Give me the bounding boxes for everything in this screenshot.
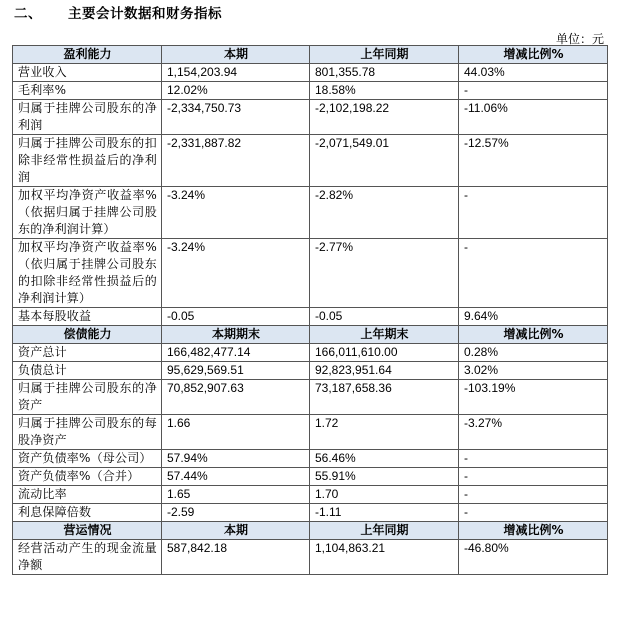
table-row bbox=[13, 468, 608, 486]
change-percent: - bbox=[459, 187, 608, 239]
current-value: 587,842.18 bbox=[162, 540, 310, 575]
change-percent: -12.57% bbox=[459, 135, 608, 187]
row-label: 流动比率 bbox=[13, 486, 162, 504]
prior-value: 73,187,658.36 bbox=[310, 380, 459, 415]
current-value: 166,482,477.14 bbox=[162, 344, 310, 362]
header-current: 本期期末 bbox=[162, 326, 310, 344]
table-row bbox=[13, 362, 608, 380]
table-row bbox=[13, 540, 608, 575]
change-percent: 9.64% bbox=[459, 308, 608, 326]
table-row bbox=[13, 135, 608, 187]
prior-value: -0.05 bbox=[310, 308, 459, 326]
change-percent: 3.02% bbox=[459, 362, 608, 380]
row-label: 资产负债率%（合并） bbox=[13, 468, 162, 486]
prior-value: 1,104,863.21 bbox=[310, 540, 459, 575]
section-header-row bbox=[13, 326, 608, 344]
table-row bbox=[13, 415, 608, 450]
row-label: 利息保障倍数 bbox=[13, 504, 162, 522]
row-label: 负债总计 bbox=[13, 362, 162, 380]
prior-value: -2.77% bbox=[310, 239, 459, 308]
header-prior: 上年同期 bbox=[310, 522, 459, 540]
row-label: 基本每股收益 bbox=[13, 308, 162, 326]
section-header-label: 盈利能力 bbox=[13, 46, 162, 64]
header-current: 本期 bbox=[162, 46, 310, 64]
section-header-row bbox=[13, 46, 608, 64]
prior-value: 166,011,610.00 bbox=[310, 344, 459, 362]
prior-value: 56.46% bbox=[310, 450, 459, 468]
row-label: 归属于挂牌公司股东的每股净资产 bbox=[13, 415, 162, 450]
section-number: 二、 bbox=[14, 6, 42, 22]
row-label: 资产负债率%（母公司） bbox=[13, 450, 162, 468]
prior-value: -2,102,198.22 bbox=[310, 100, 459, 135]
row-label: 加权平均净资产收益率%（依归属于挂牌公司股东的扣除非经常性损益后的净利润计算） bbox=[13, 239, 162, 308]
table-row bbox=[13, 82, 608, 100]
change-percent: - bbox=[459, 450, 608, 468]
change-percent: 44.03% bbox=[459, 64, 608, 82]
change-percent: -3.27% bbox=[459, 415, 608, 450]
section-header-label: 营运情况 bbox=[13, 522, 162, 540]
current-value: 70,852,907.63 bbox=[162, 380, 310, 415]
change-percent: 0.28% bbox=[459, 344, 608, 362]
table-row bbox=[13, 239, 608, 308]
current-value: -3.24% bbox=[162, 187, 310, 239]
row-label: 营业收入 bbox=[13, 64, 162, 82]
change-percent: - bbox=[459, 468, 608, 486]
prior-value: -2,071,549.01 bbox=[310, 135, 459, 187]
table-row bbox=[13, 308, 608, 326]
prior-value: 55.91% bbox=[310, 468, 459, 486]
change-percent: - bbox=[459, 82, 608, 100]
current-value: 1.66 bbox=[162, 415, 310, 450]
row-label: 归属于挂牌公司股东的扣除非经常性损益后的净利润 bbox=[13, 135, 162, 187]
change-percent: - bbox=[459, 504, 608, 522]
table-row bbox=[13, 504, 608, 522]
current-value: 95,629,569.51 bbox=[162, 362, 310, 380]
section-heading bbox=[14, 2, 222, 22]
row-label: 归属于挂牌公司股东的净利润 bbox=[13, 100, 162, 135]
row-label: 经营活动产生的现金流量净额 bbox=[13, 540, 162, 575]
table-row bbox=[13, 380, 608, 415]
table-row bbox=[13, 64, 608, 82]
table-row bbox=[13, 486, 608, 504]
financial-indicators-table bbox=[12, 45, 608, 575]
prior-value: 1.72 bbox=[310, 415, 459, 450]
section-title: 主要会计数据和财务指标 bbox=[68, 6, 222, 22]
prior-value: 801,355.78 bbox=[310, 64, 459, 82]
change-percent: -11.06% bbox=[459, 100, 608, 135]
section-header-row bbox=[13, 522, 608, 540]
header-prior: 上年同期 bbox=[310, 46, 459, 64]
table-row bbox=[13, 100, 608, 135]
change-percent: - bbox=[459, 239, 608, 308]
current-value: 12.02% bbox=[162, 82, 310, 100]
current-value: -3.24% bbox=[162, 239, 310, 308]
header-prior: 上年期末 bbox=[310, 326, 459, 344]
section-header-label: 偿债能力 bbox=[13, 326, 162, 344]
header-change: 增减比例% bbox=[459, 46, 608, 64]
current-value: 57.94% bbox=[162, 450, 310, 468]
row-label: 资产总计 bbox=[13, 344, 162, 362]
current-value: -2,331,887.82 bbox=[162, 135, 310, 187]
change-percent: -46.80% bbox=[459, 540, 608, 575]
change-percent: - bbox=[459, 486, 608, 504]
current-value: -2.59 bbox=[162, 504, 310, 522]
table-row bbox=[13, 450, 608, 468]
prior-value: 18.58% bbox=[310, 82, 459, 100]
row-label: 归属于挂牌公司股东的净资产 bbox=[13, 380, 162, 415]
current-value: 1,154,203.94 bbox=[162, 64, 310, 82]
change-percent: -103.19% bbox=[459, 380, 608, 415]
current-value: 57.44% bbox=[162, 468, 310, 486]
header-current: 本期 bbox=[162, 522, 310, 540]
current-value: 1.65 bbox=[162, 486, 310, 504]
prior-value: -1.11 bbox=[310, 504, 459, 522]
row-label: 毛利率% bbox=[13, 82, 162, 100]
header-change: 增减比例% bbox=[459, 522, 608, 540]
table-row bbox=[13, 187, 608, 239]
prior-value: 92,823,951.64 bbox=[310, 362, 459, 380]
unit-label: 单位：元 bbox=[555, 32, 604, 46]
header-change: 增减比例% bbox=[459, 326, 608, 344]
table-row bbox=[13, 344, 608, 362]
current-value: -2,334,750.73 bbox=[162, 100, 310, 135]
prior-value: 1.70 bbox=[310, 486, 459, 504]
current-value: -0.05 bbox=[162, 308, 310, 326]
row-label: 加权平均净资产收益率%（依据归属于挂牌公司股东的净利润计算） bbox=[13, 187, 162, 239]
prior-value: -2.82% bbox=[310, 187, 459, 239]
